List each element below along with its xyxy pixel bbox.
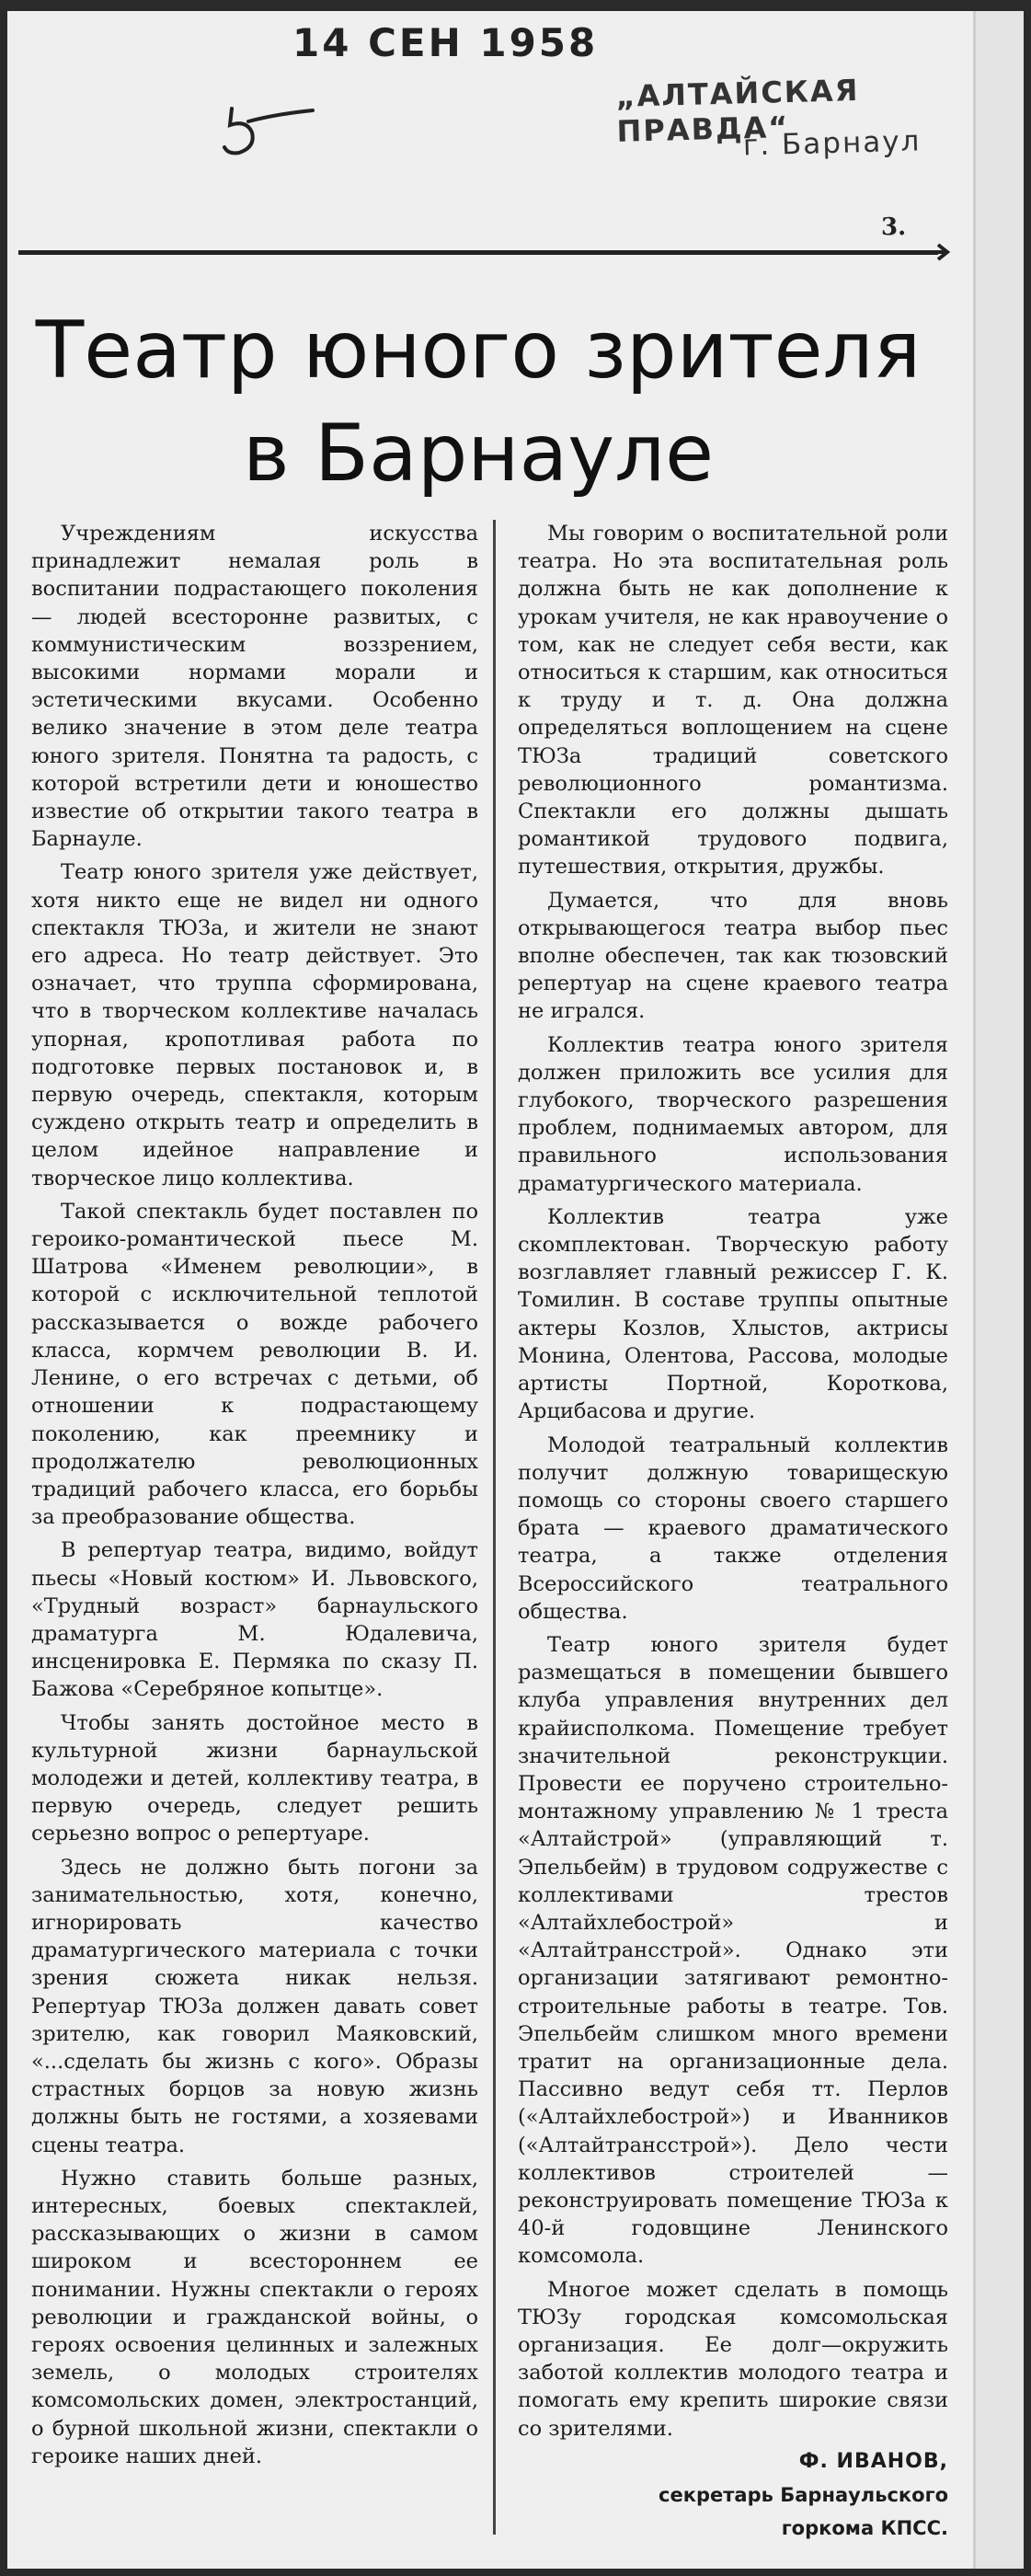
paragraph: Здесь не должно быть погони за занимательностью, хотя, конечно, игнорировать качество драматургического материала с точки зрения сюжета никак нельзя. Репертуар ТЮЗа должен давать совет зрителю, как говорил Маяковский, «...сделать бы жизнь с кого». Образы страстных борцов за новую жизнь должны быть не гостями, а хозяевами сцены театра. — [31, 1855, 478, 2157]
headline-line-2: в Барнауле — [242, 408, 714, 500]
rule-arrow-icon — [920, 241, 957, 263]
paragraph: В репертуар театра, видимо, войдут пьесы «Новый костюм» И. Львовского, «Трудный возраст» барнаульского драматурга М. Юдалевича, инсценировка Е. Пермяка по сказу П. Бажова «Серебряное копытце». — [31, 1538, 478, 1702]
paragraph: Коллектив театра юного зрителя должен приложить все усилия для глубокого, творческого разрешения проблем, поднимаемых автором, для правильного использования драматургического материала. — [518, 1032, 948, 1196]
paragraph: Чтобы занять достойное место в культурной жизни барнаульской молодежи и детей, коллективу театра, в первую очередь, следует решить серьезно вопрос о репертуаре. — [31, 1710, 478, 1846]
headline-line-1: Театр юного зрителя — [35, 305, 922, 397]
paragraph: Думается, что для вновь открывающегося театра выбор пьес вполне обеспечен, так как тюзовский репертуар на сцене краевого театра не игрался. — [518, 888, 948, 1024]
paragraph: Нужно ставить больше разных, интересных, боевых спектаклей, рассказывающих о жизни в самом широком и всестороннем ее понимании. Нужны спектакли о героях революции и гражданской войны, о героях освоения целинных и залежных земель, о молодых строителях комсомольских домен, электростанций, о бурной школьной жизни, спектакли о героике наших дней. — [31, 2166, 478, 2468]
paragraph: Коллектив театра уже скомплектован. Творческую работу возглавляет главный режиссер Г. К. Томилин. В составе труппы опытные актеры Козлов, Хлыстов, актрисы Монина, Олентова, Рассова, молодые артисты Портной, Короткова, Арцибасова и другие. — [518, 1204, 948, 1424]
paragraph: Театр юного зрителя уже действует, хотя никто еще не видел ни одного спектакля ТЮЗа, и жители не знают его адреса. Но театр действует. Это означает, что труппа сформирована, что в творческом коллективе началась упорная, кропотливая работа по подготовке первых постановок и, в первую очередь, спектакля, которым суждено открыть театр и определить в целом идейное направление и творческое лицо коллектива. — [31, 860, 478, 1190]
paragraph: Учреждениям искусства принадлежит немалая роль в воспитании подрастающего поколения — людей всесторонне развитых, с коммунистическим воззрением, высокими нормами морали и эстетическими вкусами. Особенно велико значение в этом деле театра юного зрителя. Понятна та радость, с которой встретили дети и юношество известие об открытии такого театра в Барнауле. — [31, 522, 478, 852]
handwritten-mark — [212, 101, 322, 175]
paragraph: Мы говорим о воспитательной роли театра. Но эта воспитательная роль должна быть не как дополнение к урокам учителя, не как нравоучение о том, как не следует себя вести, как относиться к старшим, как относиться к труду и т. д. Она должна определяться воплощением на сцене ТЮЗа традиций советского революционного романтизма. Спектакли его должны дышать романтикой трудового подвига, путешествия, открытия, дружбы. — [518, 522, 948, 880]
top-rule — [18, 250, 938, 255]
newspaper-stamp: „АЛТАЙСКАЯ ПРАВДА“ — [615, 72, 860, 149]
author-name: Ф. ИВАНОВ, — [798, 2449, 948, 2473]
author-title-line-2: горкома КПСС. — [781, 2517, 948, 2540]
page-number: 3. — [881, 213, 907, 241]
article-headline — [18, 299, 938, 505]
paragraph: Такой спектакль будет поставлен по героико-романтической пьесе М. Шатрова «Именем революции», в которой с исключительной теплотой рассказывается о вожде рабочего класса, кормчем революции В. И. Ленине, о его встречах с детьми, об отношении к подрастающему поколению, как преемнику и продолжателю революционных традиций рабочего класса, его борьбы за преобразование общества. — [31, 1199, 478, 1530]
column-divider — [493, 520, 496, 2535]
paragraph: Многое может сделать в помощь ТЮЗу городская комсомольская организация. Ее долг—окружить заботой коллектив молодого театра и помогать ему крепить широкие связи со зрителями. — [518, 2277, 948, 2441]
paragraph: Театр юного зрителя будет размещаться в помещении бывшего клуба управления внутренних дел крайисполкома. Помещение требует значительной реконструкции. Провести ее поручено строительно-монтажному управлению № 1 треста «Алтайстрой» (управляющий т. Эпельбейм) в трудовом содружестве с коллективами трестов «Алтайхлебострой» и «Алтайтрансстрой». Однако эти организации затягивают ремонтно-строительные работы в театре. Тов. Эпельбейм слишком много времени тратит на организационные дела. Пассивно ведут себя тт. Перлов («Алтайхлебострой») и Иванников («Алтайтрансстрой»). Дело чести коллективов строителей — реконструировать помещение ТЮЗа к 40-й годовщине Ленинского комсомола. — [518, 1632, 948, 2269]
city-stamp: г. Барнаул — [742, 124, 922, 163]
right-column — [518, 520, 948, 2547]
left-column — [31, 520, 478, 2476]
mount-edge — [975, 11, 1024, 2569]
author-title-line-1: секретарь Барнаульского — [659, 2484, 948, 2507]
date-stamp: 14 СЕН 1958 — [292, 20, 599, 65]
paragraph: Молодой театральный коллектив получит должную товарищескую помощь со стороны своего старшего брата — краевого драматического театра, а также отделения Всероссийского театрального общества. — [518, 1432, 948, 1624]
